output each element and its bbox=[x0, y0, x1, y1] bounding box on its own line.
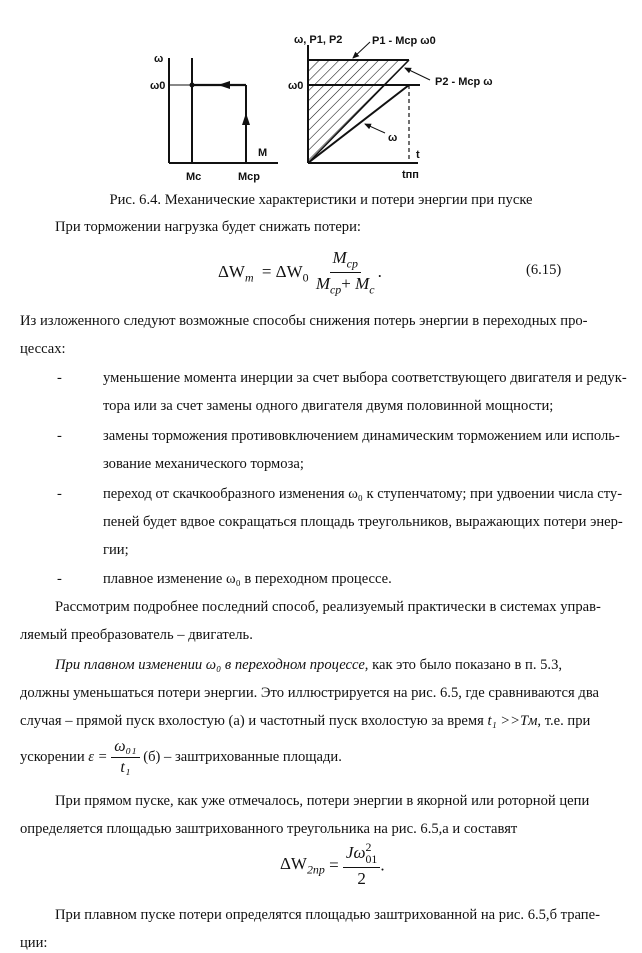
mcp-label: Mср bbox=[238, 171, 260, 183]
bullet-3-line1: переход от скачкообразного изменения ω₀ к ступенчатому; при удвоении числа сту- bbox=[103, 486, 623, 502]
bullet-dash: - bbox=[57, 486, 62, 502]
operating-point bbox=[190, 83, 195, 88]
bullet-dash: - bbox=[57, 428, 62, 444]
bullet-1-line1: уменьшение момента инерции за счет выбора соответствующего двигателя и редук- bbox=[103, 370, 627, 386]
paragraph-smooth-line3: случая – прямой пуск вхолостую (а) и частотный пуск вхолостую за время t₁ >>Tм, т.е. при bbox=[20, 713, 591, 729]
eq-lhs: $\Delta W_m$ bbox=[218, 261, 254, 285]
p1-label: P1 - Mср ω0 bbox=[372, 35, 436, 47]
tpp-label: tпп bbox=[402, 169, 419, 181]
paragraph-consider-line2: ляемый преобразователь – двигатель. bbox=[20, 627, 253, 643]
paragraph-smooth-line2: должны уменьшаться потери энергии. Это иллюстрируется на рис. 6.5, где сравниваются два bbox=[20, 685, 599, 701]
eq-rhs-prefix: = $\Delta W_0$ bbox=[261, 261, 309, 285]
italic-emphasis: При плавном изменении ω₀ в переходном процессе bbox=[55, 657, 365, 673]
bullet-dash: - bbox=[57, 571, 62, 587]
p2-label: P2 - Mср ω bbox=[435, 76, 493, 88]
eq-fraction bbox=[313, 248, 378, 298]
paragraph-braking: При торможении нагрузка будет снижать потери: bbox=[55, 219, 361, 235]
right-y-axis-label: ω, P1, P2 bbox=[294, 34, 343, 46]
bullet-3-line3: гии; bbox=[103, 542, 129, 558]
paragraph-direct-start-line2: определяется площадью заштрихованного треугольника на рис. 6.5,а и составят bbox=[20, 821, 518, 837]
p1-pointer-arrow bbox=[353, 42, 370, 58]
bullet-dash: - bbox=[57, 370, 62, 386]
eq-denominator: $M_{ср}+ M_с$ bbox=[315, 274, 375, 297]
left-x-axis-label: M bbox=[258, 147, 268, 159]
mechanical-characteristic-plot bbox=[150, 53, 278, 183]
paragraph-methods-line1: Из изложенного следуют возможные способы снижения потерь энергии в переходных про- bbox=[20, 313, 588, 329]
omega-pointer-arrow bbox=[365, 124, 385, 133]
paragraph-smooth-start-line2: ции: bbox=[20, 935, 48, 951]
figure-svg bbox=[150, 0, 495, 190]
paragraph-consider-line1: Рассмотрим подробнее последний способ, реализуемый практически в системах управ- bbox=[55, 599, 601, 615]
equation-number: (6.15) bbox=[526, 262, 562, 278]
power-loss-plot bbox=[288, 34, 493, 181]
bullet-2-line1: замены торможения противовключением динамическим торможением или исполь- bbox=[103, 428, 620, 444]
t-label: t bbox=[416, 149, 420, 161]
paragraph-smooth-line4: ускорении ε = $\frac{\text{ω₀₁}}{\text{t₁}}$ (б) – заштрихованные площади. bbox=[20, 738, 342, 776]
omega-label: ω bbox=[388, 132, 398, 144]
paragraph-smooth-line1: При плавном изменении ω₀ в переходном процессе, как это было показано в п. 5.3, bbox=[55, 657, 563, 673]
figure-6-4 bbox=[150, 0, 495, 190]
left-y-axis-label: ω bbox=[154, 53, 164, 65]
mc-label: Mс bbox=[186, 171, 202, 183]
paragraph-smooth-start-line1: При плавном пуске потери определятся площадью заштрихованной на рис. 6.5,б трапе- bbox=[55, 907, 600, 923]
left-omega0-label: ω0 bbox=[150, 80, 166, 92]
equation-w2pr: $\Delta W_{2пр}$ = Jω 2 01 2 . bbox=[280, 840, 385, 888]
bullet-1-line2: тора или за счет замены одного двигателя двумя половинной мощности; bbox=[103, 398, 554, 414]
eq2-fraction: Jω 2 01 2 bbox=[343, 842, 380, 889]
right-omega0-label: ω0 bbox=[288, 80, 304, 92]
bullet-3-line2: пеней будет вдвое сокращаться площадь треугольников, выражающих потери энер- bbox=[103, 514, 623, 530]
arrow-left-icon bbox=[218, 81, 230, 89]
p2-pointer-arrow bbox=[405, 68, 430, 80]
paragraph-methods-line2: цессах: bbox=[20, 341, 66, 357]
bullet-4-line1: плавное изменение ω₀ в переходном процессе. bbox=[103, 571, 392, 587]
figure-caption: Рис. 6.4. Механические характеристики и потери энергии при пуске bbox=[109, 192, 533, 208]
arrow-up-icon bbox=[242, 113, 250, 125]
acceleration-fraction: $\frac{\text{ω₀₁}}{\text{t₁}}$ bbox=[111, 738, 139, 777]
bullet-2-line2: зование механического тормоза; bbox=[103, 456, 304, 472]
eq-numerator: $M_{ср}$ bbox=[330, 248, 361, 273]
eq2-lhs: $\Delta W_{2пр}$ bbox=[280, 853, 325, 877]
equation-6-15: $\Delta W_m = \Delta W_0$ $\frac{M_{ср}}{M_{ср}+ M_с}$ . bbox=[218, 248, 382, 297]
paragraph-direct-start-line1: При прямом пуске, как уже отмечалось, потери энергии в якорной или роторной цепи bbox=[55, 793, 590, 809]
